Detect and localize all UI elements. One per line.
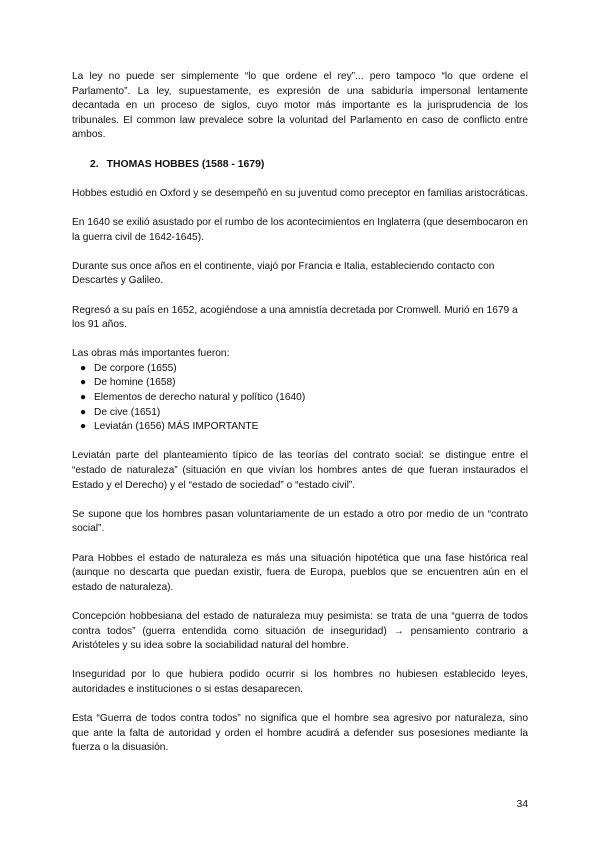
bullet-icon: ●	[80, 421, 87, 433]
paragraph-state-of-nature: Para Hobbes el estado de naturaleza es más una situación hipotética que una fase histórica real (aunque no descarta que puedan existir, fuera de Europa, pueblos que se encuentren aún en el estado de naturaleza).	[72, 552, 528, 593]
page-number: 34	[516, 799, 528, 810]
work-title: De cive (1651)	[94, 406, 161, 418]
section-title: THOMAS HOBBES (1588 - 1679)	[106, 158, 265, 170]
paragraph-education: Hobbes estudió en Oxford y se desempeñó en su juventud como preceptor en familias aristocráticas.	[72, 187, 528, 199]
bullet-icon: ●	[80, 377, 87, 389]
list-item	[72, 362, 528, 377]
paragraph-insecurity: Inseguridad por lo que hubiera podido ocurrir si los hombres no hubiesen establecido leyes, autoridades e instituciones o si estas desaparecen.	[72, 669, 528, 695]
paragraph-return: Regresó a su país en 1652, acogiéndose a una amnistía decretada por Cromwell. Murió en 1679 a los 91 años.	[72, 304, 518, 331]
paragraph-leviathan: Leviatán parte del planteamiento típico de las teorías del contrato social: se distingue entre el “estado de naturaleza” (situación en que vivían los hombres antes de que fueran instaurados el Estado y el Derecho) y el “estado de sociedad” o “estado civil”.	[72, 450, 528, 491]
section-heading	[72, 158, 528, 173]
list-item	[72, 406, 528, 421]
paragraph-war-of-all: Esta “Guerra de todos contra todos” no significa que el hombre sea agresivo por naturaleza, sino que ante la falta de autoridad y orden el hombre acudirá a defender sus posesiones mediante la fuerza o la disuasión.	[72, 713, 528, 754]
paragraph-social-contract: Se supone que los hombres pasan voluntariamente de un estado a otro por medio de un “contrato social”.	[72, 508, 528, 535]
list-item	[72, 420, 528, 435]
list-item	[72, 376, 528, 391]
work-title: Elementos de derecho natural y político (1640)	[94, 392, 306, 404]
document-page	[72, 70, 528, 771]
section-number: 2.	[90, 158, 99, 170]
paragraph-pessimism: Concepción hobbesiana del estado de naturaleza muy pesimista: se trata de una “guerra de todos contra todos” (guerra entendida como situación de inseguridad) → pensamiento contrario a Aristóteles y su idea sobre la sociabilidad natural del hombre.	[72, 610, 528, 652]
list-item	[72, 391, 528, 406]
works-intro: Las obras más importantes fueron:	[72, 348, 230, 360]
paragraph-exile: En 1640 se exilió asustado por el rumbo de los acontecimientos en Inglaterra (que desembocaron en la guerra civil de 1642-1645).	[72, 216, 528, 243]
works-list	[72, 362, 528, 435]
work-title: Leviatán (1656) MÁS IMPORTANTE	[94, 421, 259, 433]
work-title: De corpore (1655)	[94, 362, 177, 374]
paragraph-travels: Durante sus once años en el continente, viajó por Francia e Italia, estableciendo contacto con Descartes y Galileo.	[72, 260, 495, 287]
bullet-icon: ●	[80, 406, 87, 418]
bullet-icon: ●	[80, 392, 87, 404]
bullet-icon: ●	[80, 362, 87, 374]
work-title: De homine (1658)	[94, 377, 176, 389]
intro-paragraph: La ley no puede ser simplemente “lo que ordene el rey”... pero tampoco “lo que ordene el Parlamento”. La ley, supuestamente, es expresión de una sabiduría impersonal lentamente decantada en un proceso de siglos, cuyo motor más importante es la jurisprudencia de los tribunales. El common law prevalece sobre la voluntad del Parlamento en caso de conflicto entre ambos.	[72, 71, 528, 141]
